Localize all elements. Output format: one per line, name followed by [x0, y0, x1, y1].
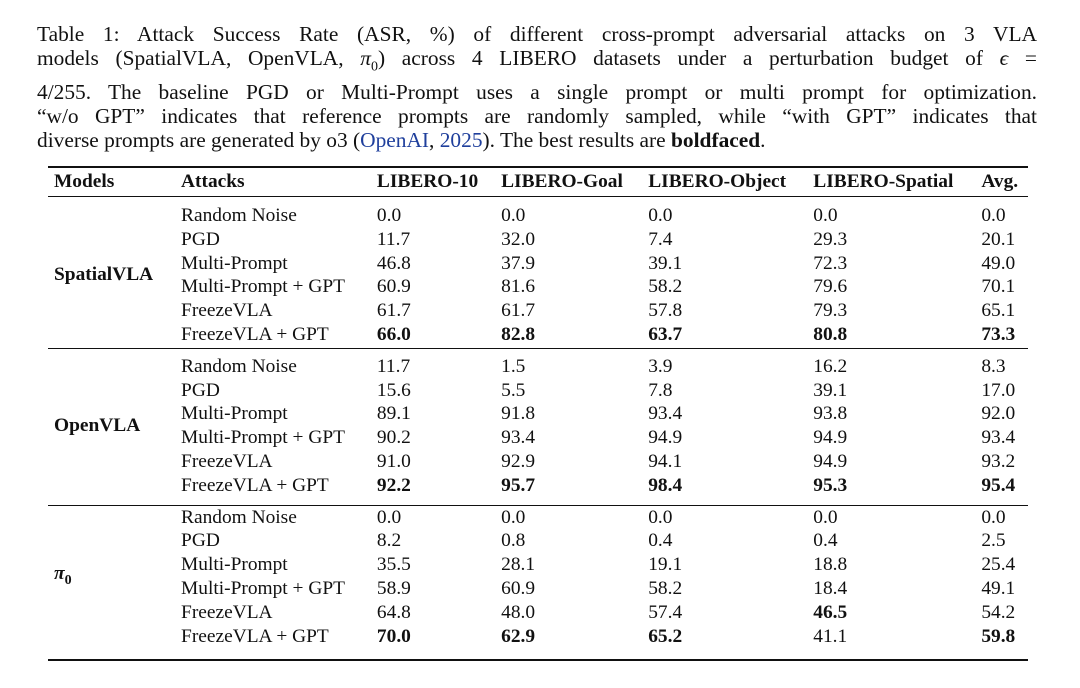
best-value-cell: 95.4 — [981, 474, 1016, 496]
caption-bold-word: boldfaced — [671, 128, 761, 153]
value-cell: 15.6 — [376, 379, 411, 401]
table-body — [48, 196, 1028, 648]
value-cell: 0.0 — [813, 205, 838, 226]
value-cell: 2.5 — [981, 530, 1006, 552]
value-cell: 65.1 — [981, 300, 1016, 322]
table-row — [48, 625, 1028, 649]
attack-name: FreezeVLA — [181, 450, 273, 472]
header-avg: Avg. — [981, 171, 1019, 192]
table-row — [48, 529, 1028, 553]
table-caption — [37, 22, 1037, 152]
attack-name: PGD — [181, 530, 220, 552]
model-name-pi0 — [48, 506, 181, 649]
value-cell: 60.9 — [501, 577, 536, 599]
value-cell: 39.1 — [648, 252, 683, 274]
value-cell: 0.0 — [501, 506, 526, 528]
value-cell: 58.9 — [376, 577, 411, 599]
table-row — [48, 553, 1028, 577]
value-cell: 93.8 — [813, 403, 848, 425]
header-attacks: Attacks — [181, 171, 245, 192]
best-value-cell: 65.2 — [648, 625, 683, 647]
value-cell: 81.6 — [501, 276, 536, 298]
table-row — [48, 355, 1028, 379]
model-name-spatialvla: SpatialVLA — [54, 264, 154, 286]
attack-name: PGD — [181, 228, 220, 250]
best-value-cell: 66.0 — [376, 323, 411, 345]
table-row — [48, 299, 1028, 323]
pi-subscript: 0 — [64, 572, 72, 588]
attack-name: FreezeVLA + GPT — [181, 474, 329, 496]
caption-text: ) across 4 LIBERO datasets under a perturbation budget of — [377, 46, 1000, 71]
value-cell: 0.8 — [501, 530, 526, 552]
caption-text: diverse prompts are generated by o3 ( — [37, 128, 361, 153]
value-cell: 0.4 — [648, 530, 673, 552]
value-cell: 93.4 — [648, 403, 683, 425]
value-cell: 8.2 — [376, 530, 402, 552]
value-cell: 18.8 — [813, 554, 848, 576]
value-cell: 1.5 — [501, 355, 526, 377]
value-cell: 39.1 — [813, 379, 848, 401]
pi-subscript: 0 — [370, 59, 378, 75]
value-cell: 79.3 — [813, 300, 848, 322]
value-cell: 0.0 — [501, 205, 526, 226]
table-bottom-rule — [48, 659, 1028, 661]
pi-symbol: π — [360, 46, 371, 71]
caption-text: , — [429, 128, 440, 153]
table-row — [48, 252, 1028, 276]
attack-name: FreezeVLA — [181, 601, 273, 623]
table-header-row — [48, 168, 1028, 196]
citation-link-openai[interactable]: OpenAI — [360, 128, 430, 153]
best-value-cell: 95.7 — [501, 474, 536, 496]
value-cell: 37.9 — [501, 252, 536, 274]
table-row — [48, 228, 1028, 252]
value-cell: 94.1 — [648, 450, 683, 472]
value-cell: 93.2 — [981, 450, 1016, 472]
caption-line-1: Table 1: Attack Success Rate (ASR, %) of different cross-prompt adversarial attacks on 3 VLA — [37, 22, 1037, 46]
value-cell: 0.0 — [981, 506, 1006, 528]
header-libero-object: LIBERO-Object — [648, 171, 787, 192]
value-cell: 57.8 — [648, 300, 683, 322]
value-cell: 94.9 — [648, 427, 683, 449]
table-row — [48, 426, 1028, 450]
caption-line-3: 4/255. The baseline PGD or Multi-Prompt uses a single prompt or multi prompt for optimization. — [37, 79, 1037, 104]
value-cell: 70.1 — [981, 276, 1016, 298]
value-cell: 8.3 — [981, 355, 1006, 377]
attack-name: FreezeVLA + GPT — [181, 323, 329, 345]
value-cell: 20.1 — [981, 228, 1016, 250]
table-row — [48, 204, 1028, 228]
epsilon-symbol: ϵ — [999, 46, 1009, 71]
best-value-cell: 70.0 — [376, 625, 411, 647]
value-cell: 7.8 — [648, 379, 673, 401]
value-cell: 0.0 — [376, 205, 402, 226]
table-row — [48, 450, 1028, 474]
value-cell: 11.7 — [376, 355, 411, 377]
value-cell: 93.4 — [981, 427, 1016, 449]
value-cell: 94.9 — [813, 450, 848, 472]
value-cell: 35.5 — [376, 554, 411, 576]
value-cell: 79.6 — [813, 276, 848, 298]
value-cell: 48.0 — [501, 601, 536, 623]
value-cell: 18.4 — [813, 577, 848, 599]
header-libero-10: LIBERO-10 — [376, 171, 479, 192]
spacer-row — [48, 498, 1028, 506]
value-cell: 29.3 — [813, 228, 848, 250]
attack-name: PGD — [181, 379, 220, 401]
best-value-cell: 63.7 — [648, 323, 683, 345]
attack-name: Random Noise — [181, 506, 297, 528]
value-cell: 92.0 — [981, 403, 1016, 425]
attack-name: Multi-Prompt — [181, 252, 288, 274]
value-cell: 58.2 — [648, 577, 683, 599]
value-cell: 16.2 — [813, 355, 848, 377]
value-cell: 7.4 — [648, 228, 673, 250]
caption-text: ). The best results are — [482, 128, 672, 153]
header-libero-goal: LIBERO-Goal — [501, 171, 623, 192]
best-value-cell: 80.8 — [813, 323, 848, 345]
value-cell: 3.9 — [648, 355, 673, 377]
value-cell: 94.9 — [813, 427, 848, 449]
pi-symbol: π — [54, 562, 65, 584]
table-row — [48, 379, 1028, 403]
value-cell: 0.0 — [813, 506, 838, 528]
results-table — [48, 168, 1028, 648]
best-value-cell: 46.5 — [813, 601, 848, 623]
value-cell: 0.0 — [648, 205, 673, 226]
value-cell: 93.4 — [501, 427, 536, 449]
model-name-openvla: OpenVLA — [54, 415, 141, 437]
table-row — [48, 601, 1028, 625]
table-row — [48, 402, 1028, 426]
value-cell: 89.1 — [376, 403, 411, 425]
value-cell: 0.0 — [981, 205, 1006, 226]
value-cell: 28.1 — [501, 554, 536, 576]
table-row — [48, 323, 1028, 347]
caption-line-4: “w/o GPT” indicates that reference prompts are randomly sampled, while “with GPT” indicates that — [37, 103, 1037, 128]
value-cell: 60.9 — [376, 276, 411, 298]
table-row — [48, 275, 1028, 299]
attack-name: Multi-Prompt + GPT — [181, 577, 345, 599]
citation-link-year[interactable]: 2025 — [439, 128, 483, 153]
value-cell: 61.7 — [501, 300, 536, 322]
value-cell: 19.1 — [648, 554, 683, 576]
value-cell: 0.0 — [648, 506, 673, 528]
value-cell: 54.2 — [981, 601, 1016, 623]
value-cell: 46.8 — [376, 252, 411, 274]
value-cell: 5.5 — [501, 379, 526, 401]
value-cell: 25.4 — [981, 554, 1016, 576]
best-value-cell: 82.8 — [501, 323, 536, 345]
value-cell: 91.8 — [501, 403, 536, 425]
table-row — [48, 577, 1028, 601]
value-cell: 11.7 — [376, 228, 411, 250]
value-cell: 32.0 — [501, 228, 536, 250]
caption-text: = — [1008, 46, 1037, 71]
caption-line-5 — [37, 128, 1037, 152]
caption-text: . — [760, 128, 766, 153]
value-cell: 91.0 — [376, 450, 411, 472]
value-cell: 41.1 — [813, 625, 848, 647]
value-cell: 58.2 — [648, 276, 683, 298]
spacer-row — [48, 347, 1028, 355]
value-cell: 57.4 — [648, 601, 683, 623]
best-value-cell: 59.8 — [981, 625, 1016, 647]
value-cell: 92.9 — [501, 450, 536, 472]
value-cell: 72.3 — [813, 252, 848, 274]
attack-name: Random Noise — [181, 205, 297, 226]
attack-name: FreezeVLA + GPT — [181, 625, 329, 647]
attack-name: Multi-Prompt — [181, 554, 288, 576]
spacer-row — [48, 196, 1028, 204]
value-cell: 61.7 — [376, 300, 411, 322]
attack-name: Multi-Prompt — [181, 403, 288, 425]
value-cell: 64.8 — [376, 601, 411, 623]
best-value-cell: 98.4 — [648, 474, 683, 496]
value-cell: 90.2 — [376, 427, 411, 449]
value-cell: 0.4 — [813, 530, 838, 552]
value-cell: 0.0 — [376, 506, 402, 528]
header-libero-spatial: LIBERO-Spatial — [813, 171, 954, 192]
header-models: Models — [54, 171, 115, 192]
caption-text: models (SpatialVLA, OpenVLA, — [37, 46, 361, 71]
best-value-cell: 62.9 — [501, 625, 536, 647]
table-row — [48, 474, 1028, 498]
attack-name: Multi-Prompt + GPT — [181, 276, 345, 298]
best-value-cell: 92.2 — [376, 474, 411, 496]
attack-name: FreezeVLA — [181, 300, 273, 322]
value-cell: 49.1 — [981, 577, 1016, 599]
table-row — [48, 506, 1028, 530]
best-value-cell: 95.3 — [813, 474, 848, 496]
caption-line-2 — [37, 46, 1037, 79]
value-cell: 17.0 — [981, 379, 1016, 401]
value-cell: 49.0 — [981, 252, 1016, 274]
best-value-cell: 73.3 — [981, 323, 1016, 345]
attack-name: Multi-Prompt + GPT — [181, 427, 345, 449]
attack-name: Random Noise — [181, 355, 297, 377]
